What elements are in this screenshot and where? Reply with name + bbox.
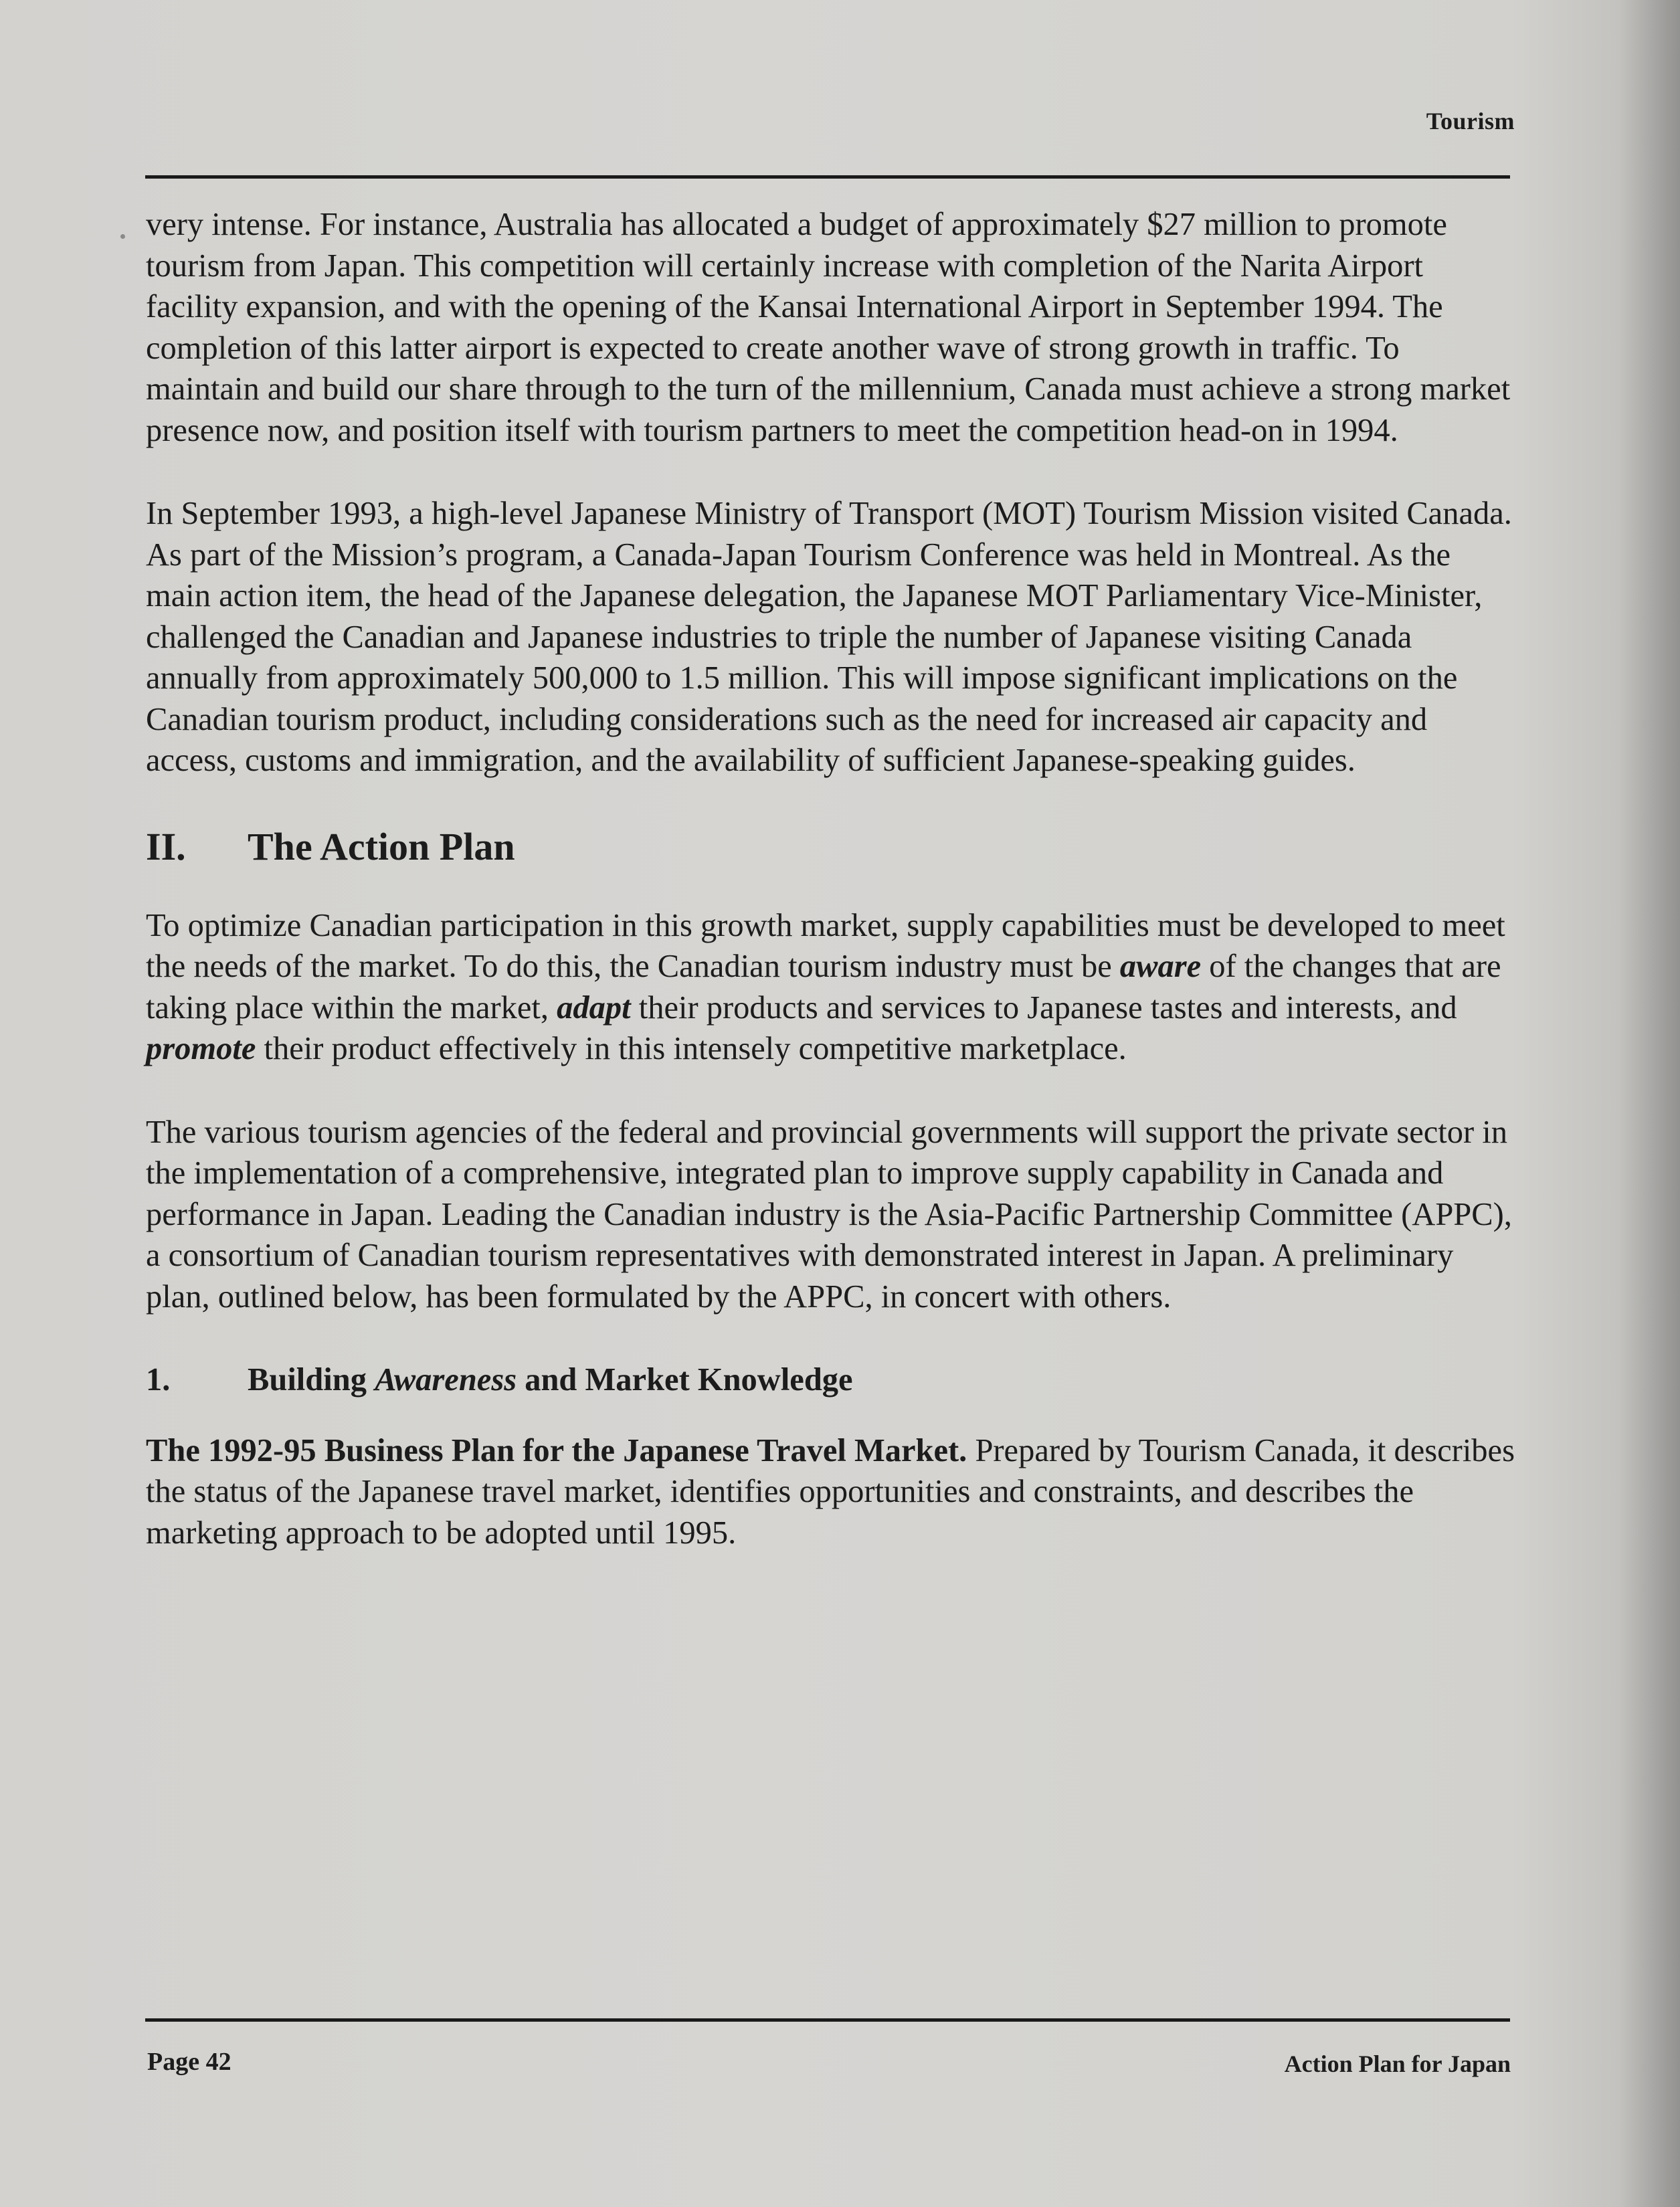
section-number: II.	[146, 824, 186, 868]
header-rule	[145, 175, 1510, 179]
emphasis-promote: promote	[146, 1031, 256, 1066]
paragraph-competition: very intense. For instance, Australia has allocated a budget of approximately $27 million to promote tourism from Japan. This competition will certainly increase with completion of the Narita Airport facility expansion, and with the opening of the Kansai International Airport in September 1994. The completion of this latter airport is expected to create another wave of strong growth in traffic. To maintain and build our share through to the turn of the millennium, Canada must achieve a strong market presence now, and position itself with tourism partners to meet the competition head-on in 1994.	[146, 207, 1511, 448]
page-shadow-edge	[1620, 0, 1680, 2207]
subsection-title-part: and Market Knowledge	[517, 1362, 853, 1398]
running-head: Tourism	[1426, 108, 1515, 134]
page-number: Page 42	[147, 2048, 231, 2076]
section-heading	[146, 824, 1517, 870]
subsection-number: 1.	[146, 1362, 171, 1398]
footer-rule	[145, 2018, 1510, 2022]
paragraph-agencies: The various tourism agencies of the federal and provincial governments will support the private sector in the implementation of a comprehensive, integrated plan to improve supply capability in Canada and performance in Japan. Leading the Canadian industry is the Asia-Pacific Partnership Committee (APPC), a consortium of Canadian tourism representatives with demonstrated interest in Japan. A preliminary plan, outlined below, has been formulated by the APPC, in concert with others.	[146, 1114, 1512, 1315]
paper-speck	[120, 234, 125, 239]
text-run: To optimize Canadian participation in this growth market, supply capabilities must be developed to meet the needs of the market. To do this, the Canadian tourism industry must be	[146, 907, 1505, 984]
main-text	[146, 204, 1517, 1596]
subsection-heading	[146, 1359, 1517, 1401]
text-run: their products and services to Japanese tastes and interests, and	[630, 989, 1457, 1026]
subsection-title-italic: Awareness	[375, 1362, 517, 1398]
section-title: The Action Plan	[248, 824, 515, 868]
document-title: Action Plan for Japan	[1284, 2050, 1511, 2077]
business-plan-title: The 1992-95 Business Plan for the Japanese Travel Market.	[146, 1432, 967, 1468]
text-run: of the changes that are taking place within the market,	[146, 949, 1501, 1026]
text-run: their product effectively in this intensely competitive marketplace.	[256, 1031, 1127, 1066]
text-run: Prepared by Tourism Canada, it describes the status of the Japanese travel market, identifies opportunities and constraints, and describes the marketing approach to be adopted until 1995.	[146, 1432, 1515, 1551]
emphasis-adapt: adapt	[557, 989, 631, 1026]
paragraph-mot-mission: In September 1993, a high-level Japanese Ministry of Transport (MOT) Tourism Mission visited Canada. As part of the Mission’s program, a Canada-Japan Tourism Conference was held in Montreal. As the main action item, the head of the Japanese delegation, the Japanese MOT Parliamentary Vice-Minister, challenged the Canadian and Japanese industries to triple the number of Japanese visiting Canada annually from approximately 500,000 to 1.5 million. This will impose significant implications on the Canadian tourism product, including considerations such as the need for increased air capacity and access, customs and immigration, and the availability of sufficient Japanese-speaking guides.	[146, 496, 1512, 778]
paragraph-business-plan	[146, 1430, 1517, 1554]
subsection-title-part: Building	[248, 1362, 375, 1398]
paragraph-optimize	[146, 905, 1517, 1070]
emphasis-aware: aware	[1119, 949, 1202, 984]
